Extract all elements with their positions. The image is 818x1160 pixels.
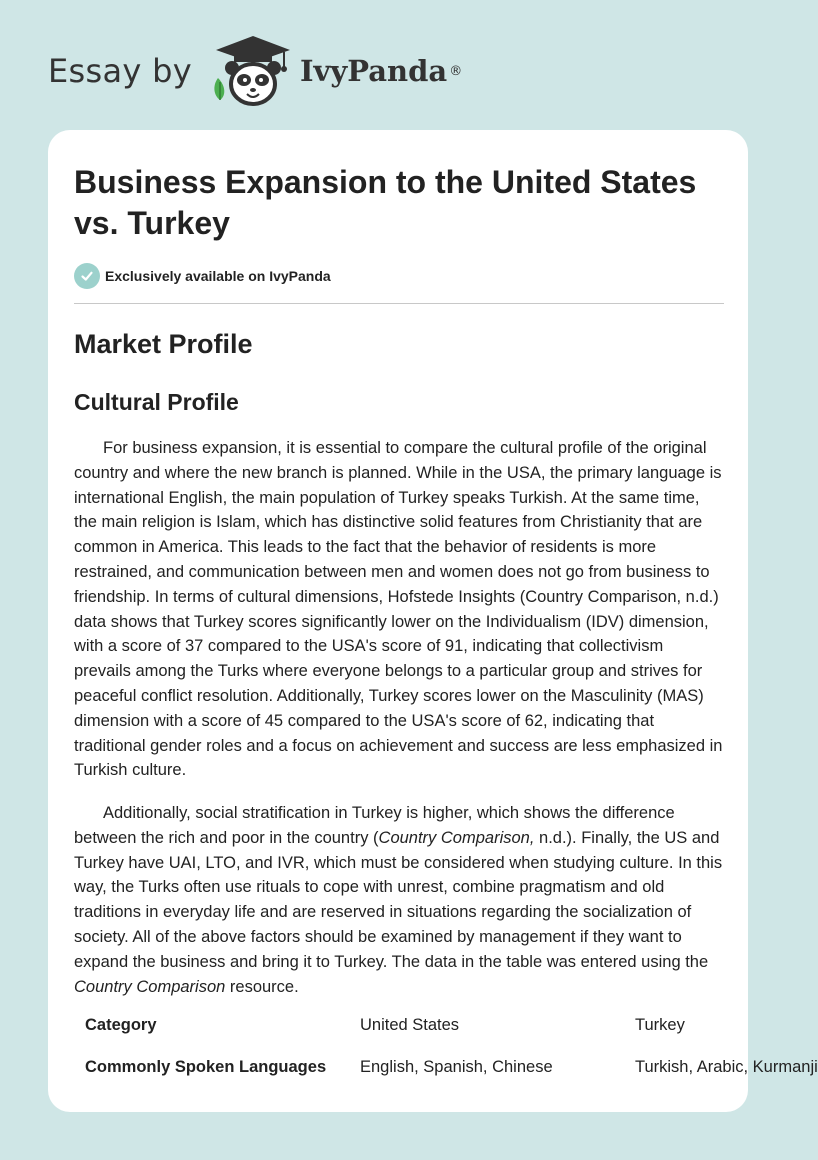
section-heading: Market Profile xyxy=(74,329,253,359)
row-category: Commonly Spoken Languages xyxy=(85,1058,327,1076)
check-circle-icon xyxy=(74,263,100,289)
paragraph-2-text-b: n.d.). Finally, the US and Turkey have UAI, LTO, and IVR, which must be considered when studying culture. In this way, the Turks often use rituals to cope with unrest, combine pragmatism and old traditions in everyday life and are reserved in situations regarding the socialization of society. All of the above factors should be examined by management if they want to expand the business and bring it to Turkey. The data in the table was entered using the xyxy=(74,828,723,971)
exclusive-badge xyxy=(74,263,331,289)
table-header-row xyxy=(85,1016,805,1058)
page-title: Business Expansion to the United States vs. Turkey xyxy=(74,164,697,241)
registered-mark: ® xyxy=(449,63,463,79)
essay-by-label: Essay by xyxy=(48,52,192,90)
header-category: Category xyxy=(85,1016,157,1034)
citation-country-comparison-2: Country Comparison xyxy=(74,977,226,996)
panda-logo-icon[interactable] xyxy=(210,34,296,108)
paragraph-2-text-c: resource. xyxy=(225,977,299,996)
essay-card xyxy=(48,130,818,1112)
header-united-states: United States xyxy=(360,1016,460,1034)
header-turkey: Turkey xyxy=(635,1016,685,1034)
paragraph-1: For business expansion, it is essential to compare the cultural profile of the original country and where the new branch is planned. While in the USA, the primary language is international English, the main population of Turkey speaks Turkish. At the same time, the main religion is Islam, which has distinctive solid features from Christianity that are common in America. This leads to the fact that the behavior of residents is more restrained, and communication between men and women does not go from business to friendship. In terms of cultural dimensions, Hofstede Insights (Country Comparison, n.d.) data shows that Turkey scores significantly lower on the Individualism (IDV) dimension, with a score of 37 compared to the USA's score of 91, indicating that collectivism prevails among the Turks where everyone belongs to a particular group and strives for peaceful conflict resolution. Additionally, Turkey scores lower on the Masculinity (MAS) dimension with a score of 45 compared to the USA's score of 62, indicating that traditional gender roles and a focus on achievement and success are less emphasized in Turkish culture. xyxy=(74,439,723,780)
site-header xyxy=(48,34,462,108)
title-divider xyxy=(74,303,724,304)
exclusive-label: Exclusively available on IvyPanda xyxy=(105,268,331,284)
citation-country-comparison: Country Comparison, xyxy=(378,828,535,847)
paragraph-2-text-a: Additionally, social stratification in Turkey is higher, which shows the difference between the rich and poor in the country ( xyxy=(74,804,675,847)
paragraph-2 xyxy=(74,801,724,999)
subsection-heading: Cultural Profile xyxy=(74,389,239,415)
brand-name[interactable]: IvyPanda xyxy=(299,54,448,88)
table-row xyxy=(85,1058,818,1100)
comparison-table xyxy=(85,1016,818,1100)
row-united-states: English, Spanish, Chinese xyxy=(360,1058,553,1076)
row-turkey: Turkish, Arabic, Kurmanji xyxy=(635,1058,818,1076)
